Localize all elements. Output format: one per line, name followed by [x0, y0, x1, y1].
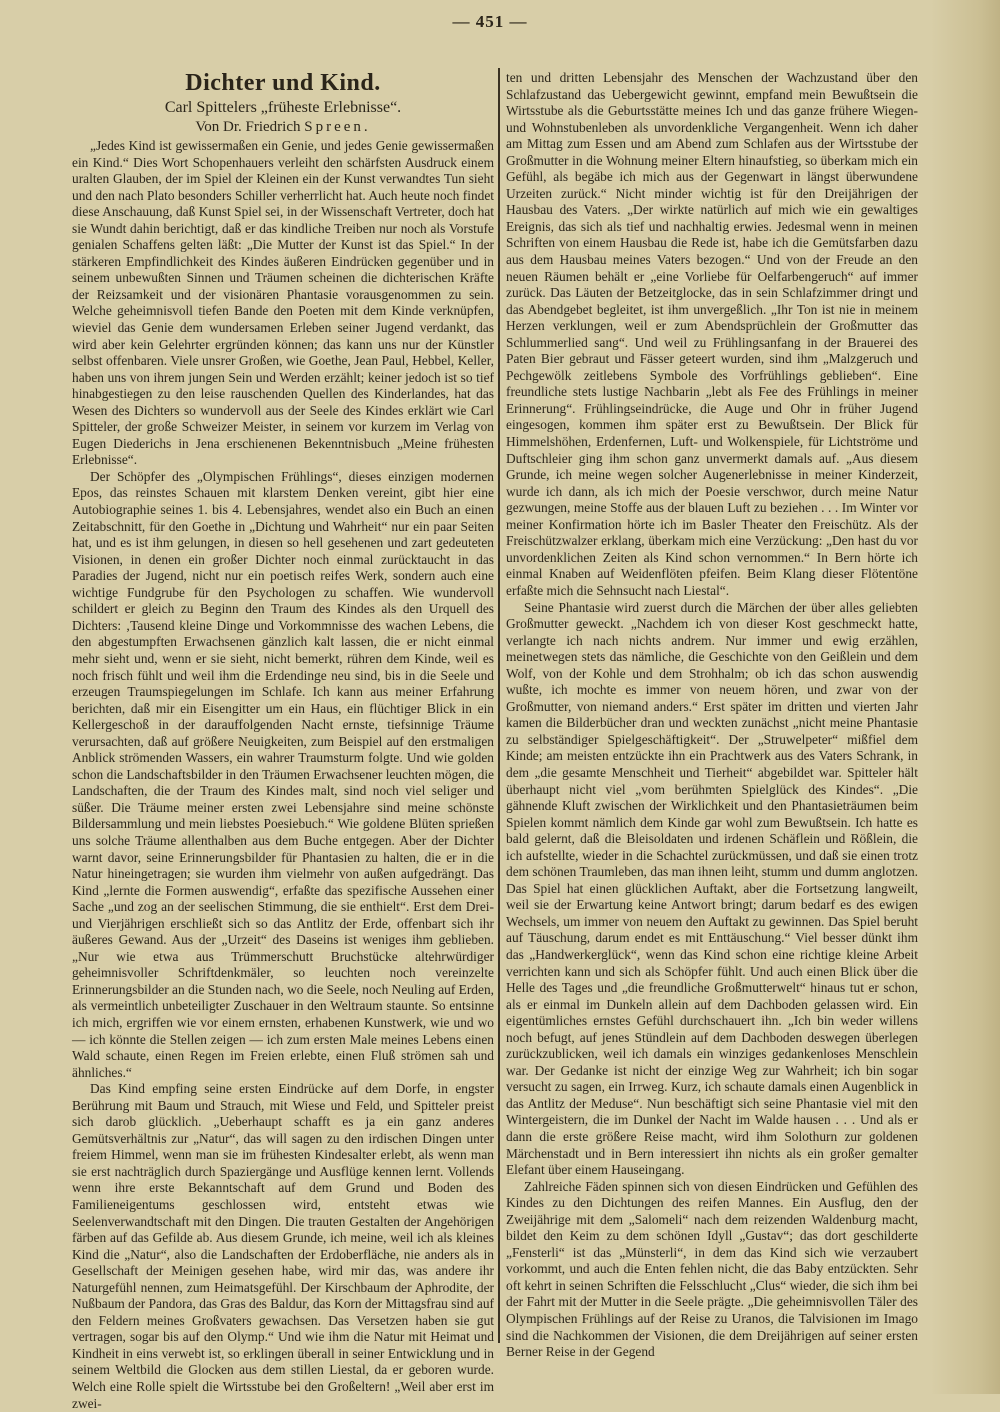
article-subtitle: Carl Spittelers „früheste Erlebnisse“.	[164, 99, 402, 116]
article-title: Dichter und Kind.	[185, 70, 381, 96]
paragraph: Der Schöpfer des „Olympischen Frühlings“, dieses einzigen modernen Epos, das reinstes Schauen mit klarstem Denken vereint, gibt hier eine Autobiographie seines 1. bis 4. Lebensjahres, wendet also ein Buch an einen Zeitabschnitt, für den Goethe in „Dichtung und Wahrheit“ nur ein paar Seiten hat, und es ist ihm gelungen, in diesen so hell gesehenen und zart gedeuteten Visionen, in denen ein großer Dichter noch einmal zurücktaucht in das Paradies der Jugend, nicht nur ein poetisch reifes Werk, sondern auch eine wichtige Fundgrube für den Psychologen zu schaffen. Wie wundervoll schildert er gleich zu Beginn den Traum des Kindes als den Urquell des Dichters: ‚Tausend kleine Dinge und Vorkommnisse des wachen Lebens, die den abgestumpften Erwachsenen gänzlich kalt lassen, die er nicht einmal mehr sieht und, wenn er sie sieht, nicht bemerkt, rühren dem Kinde, weil es noch frisch fühlt und weil ihm die Erdendinge neu sind, bis in die Seele und erzeugen Traumspiegelungen im Schlafe. Ich kann aus meiner Erfahrung berichten, daß mir ein Eisengitter um ein Haus, ein flüchtiger Blick in ein Kellergeschoß in der darauffolgenden Nacht ernste, tiefsinnige Träume verursachten, daß auf größere Neuigkeiten, zum Beispiel auf den erstmaligen Anblick strömenden Wassers, ein wahrer Traumsturm folgte. Und wie golden schon die Landschaftsbilder in den Träumen Erwachsener leuchten mögen, die Landschaften, die der Traum des Kindes malt, sind noch viel seliger und süßer. Die Träume meiner ersten zwei Lebensjahre sind meine schönste Bildersammlung und mein liebstes Poesiebuch.“ Wie goldene Blüten sprießen uns solche Träume allenthalben aus dem Buche entgegen. Aber der Dichter warnt davor, seine Erinnerungsbilder für Phantasien zu halten, die er in die Natur hineingetragen; sie wurden ihm vielmehr von außen aufgedrängt. Das Kind „lernte die Formen auswendig“, erfaßte das spezifische Aussehen einer Sache „und zog an der seelischen Stimmung, die sie enthielt“. Erst dem Drei- und Vierjährigen erschließt sich so das Antlitz der Erde, offenbart sich ihr äußeres Gewand. Aus der „Urzeit“ des Daseins ist weniges ihm geblieben. „Nur wie etwa aus Trümmerschutt Bruchstücke altehrwürdiger geheimnisvoller Schriftdenkmäler, so leuchten noch vereinzelte Erinnerungsbilder an die Stunden nach, wo die Seele, noch Neuling auf Erden, als vermeintlich unbeteiligter Zuschauer in den Weltraum staunte. So entsinne ich mich, ergriffen wie vor einem ernsten, erhabenen Kunstwerk, wie und wo — ich könnte die Stellen zeigen — ich zum ersten Male meines Lebens einen Wald schaute, einen Regen im Freien erlebte, einen Fluß strömen sah und ähnliches.“	[72, 468, 494, 1080]
paragraph: „Jedes Kind ist gewissermaßen ein Genie, und jedes Genie gewissermaßen ein Kind.“ Dies Wort Schopenhauers verleiht den schärfsten Ausdruck einem uralten Glauben, der im Spiel der Kleinen ein der Kunst verwandtes Tun sieht und den nach Plato besonders Schiller verherrlicht hat. Auch heute noch findet diese Anschauung, daß Kunst Spiel sei, in der Wissenschaft Vertreter, doch hat sie Wundt dahin berichtigt, daß er das kindliche Treiben nur noch als Vorstufe genialen Schaffens gelten läßt: „Die Mutter der Kunst ist das Spiel.“ In der stärkeren Empfindlichkeit des Kindes äußeren Eindrücken gegenüber und in seinem unbewußten Sinnen und Träumen scheinen die dichterischen Kräfte der Reizsamkeit und der visionären Phantasie vorausgenommen zu sein. Welche geheimnisvoll tiefen Bande den Poeten mit dem Kinde verknüpfen, wieviel das Genie dem wundersamen Erleben seiner Jugend verdankt, das wird aber kein Gelehrter ergründen können; das kann uns nur der Künstler selbst offenbaren. Viele unsrer Großen, wie Goethe, Jean Paul, Hebbel, Keller, haben uns von ihrem jungen Sein und Werden erzählt; keiner jedoch ist so tief hinabgestiegen zu den leise rauschenden Quellen des Kinderlandes, hat das Wesen des Dichters so wundervoll aus der Seele des Kindes erklärt wie Carl Spitteler, der große Schweizer Meister, in seinem vor kurzem im Verlag von Eugen Diederichs in Jena erschienenen Bekenntnisbuch „Meine frühesten Erlebnisse“.	[72, 138, 494, 468]
column-divider	[498, 68, 500, 1343]
paragraph: Zahlreiche Fäden spinnen sich von diesen Eindrücken und Gefühlen des Kindes zu den Dichtungen des reifen Mannes. Ein Ausflug, den der Zweijährige mit dem „Salomeli“ nach dem reizenden Waldenburg macht, bildet den Keim zu dem schönen Idyll „Gustav“; das dort geschilderte „Fensterli“ ist das „Münsterli“, in dem das Kind sich wie verzaubert vorkommt, und auch die Enten fehlen nicht, die das Baby entzückten. Sehr oft kehrt in seinen Schriften die Felsschlucht „Clus“ wieder, die sich ihm bei der Fahrt mit der Mutter in die Seele prägte. „Die geheimnisvollen Täler des Olympischen Frühlings auf der Reise zu Uranos, die Talvisionen im Imago sind die Nachkommen der Visionen, die dem Dreijährigen auf seiner ersten Berner Reise in der Gegend	[506, 1178, 918, 1360]
right-column	[506, 70, 918, 1361]
paragraph: Seine Phantasie wird zuerst durch die Märchen der über alles geliebten Großmutter geweckt. „Nachdem ich von dieser Kost geschmeckt hatte, verlangte ich nach nichts andrem. Nur immer und ewig erzählen, meinetwegen stets das nämliche, die Geschichte von den Geißlein und dem Wolf, von der Kohle und dem Strohhalm; ob ich das schon auswendig wußte, ich mochte es immer von neuem hören, und zwar von der Großmutter, von niemand anders.“ Erst später im dritten und vierten Jahr kamen die Bilderbücher dran und weckten zunächst „nicht meine Phantasie zu selbständiger Spielgeschäftigkeit“. Der „Struwelpeter“ mißfiel dem Kinde; am meisten entzückte ihn ein Prachtwerk aus des Vaters Schrank, in dem „die gesamte Menschheit und Tierheit“ abgebildet war. Spitteler hält überhaupt nicht viel „vom berühmten Spielglück des Kindes“. „Die gähnende Kluft zwischen der Wirklichkeit und den Phantasieträumen beim Spielen kommt nämlich dem Kinde gar wohl zum Bewußtsein. Ich hatte es bald gelernt, daß die Bleisoldaten und irdenen Schäflein und Rößlein, die ich aufstellte, wieder in die Schachtel zurückmüssen, und daß sie einen trotz dem schönen Traumleben, das man ihnen leiht, stumm und dumm anglotzen. Das Spiel hat einen glücklichen Auftakt, aber die Fortsetzung langweilt, weil sie der Erwartung keine Antwort bringt; darum bedarf es des ewigen Wechsels, um immer von neuem den Auftakt zu gewinnen. Das Spiel beruht auf Täuschung, darum endet es mit Enttäuschung.“ Viel besser dünkt ihm das „Handwerkerglück“, wenn das Kind schon eine richtige kleine Arbeit verrichten kann und sich als Schöpfer fühlt. Und auch einen Blick über die Helle des Tages und „die freundliche Großmutterwelt“ hinaus tut er schon, als er einmal im Dunkeln allein auf dem Dachboden gelassen wird. Ein eigentümliches ernstes Gefühl durchschauert ihn. „Ich bin weder willens noch befugt, auf jenes Stündlein auf dem Dachboden deswegen überlegen zurückzublicken, weil ich damals ein winziges gedankenloses Menschlein war. Der Gedanke ist nicht der einzige Weg zur Wahrheit; ich bin sogar versucht zu sagen, ein Irrweg. Kurz, ich schaute damals einen Augenblick in das Antlitz der Meduse“. Nun beschäftigt sich seine Phantasie viel mit den Wintergeistern, die im Dunkel der Nacht im Walde hausen . . . Und als er dann die erste größere Reise macht, wird ihm Solothurn zur goldenen Märchenstadt und in Bern interessiert ihn nichts als ein großer gemalter Elefant über einem Hauseingang.	[506, 599, 918, 1178]
page-number: — 451 —	[452, 12, 528, 31]
article-byline	[72, 118, 494, 136]
page-edge-shadow	[930, 0, 1000, 1394]
byline-prefix: Von Dr. Friedrich	[195, 119, 301, 135]
paragraph: Das Kind empfing seine ersten Eindrücke auf dem Dorfe, in engster Berührung mit Baum und Strauch, mit Wiese und Feld, und Spitteler preist sich darob glücklich. „Ueberhaupt schafft es ja ein ganz anderes Gemütsverhältnis zur „Natur“, das will sagen zu den irdischen Dingen unter freiem Himmel, wenn man sie im frühesten Kindesalter erlebt, als wenn man sie erst nachträglich durch Spaziergänge und Ausflüge kennen lernt. Vollends wenn ihre erste Bekanntschaft auf dem Grund und Boden des Familieneigentums geschlossen wird, entsteht etwas wie Seelenverwandtschaft mit den Dingen. Die trauten Gestalten der Angehörigen färben auf das Gefilde ab. Aus diesem Grunde, ich meine, weil ich als kleines Kind die „Natur“, also die Landschaften der Erdoberfläche, nie anders als in Gesellschaft der Meinigen gesehen habe, wird mir das, was andere ihr Naturgefühl nennen, zum Heimatsgefühl. Der Kirschbaum der Aphrodite, der Nußbaum der Pandora, das Gras des Baldur, das Korn der Mittagsfrau sind auf den Feldern meines Großvaters gewachsen. Das Versetzen haben sie gut vertragen, sogar bis auf den Olymp.“ Und wie ihm die Natur mit Heimat und Kindheit in eins verwebt ist, so erklingen überall in seiner Entwicklung und in seinem Weltbild die Glocken aus dem stillen Liestal, da er geboren wurde. Welch eine Rolle spielt die Wirtsstube bei den Großeltern! „Weil aber erst im zwei-	[72, 1081, 494, 1411]
paragraph: ten und dritten Lebensjahr des Menschen der Wachzustand über den Schlafzustand das Uebergewicht gewinnt, empfand mein Bewußtsein die Wirtsstube als die Geburtsstätte meines Ich und das ganze frühere Wiegen- und Wohnstubenleben als unvordenkliche Vergangenheit. Wenn ich daher am Mittag zum Essen und am Abend zum Schlafen aus der Wirtsstube der Großmutter in die Wohnung meiner Eltern hinaufstieg, so überkam mich ein Gefühl, als begäbe ich mich aus der Gegenwart in längst überwundene Urzeiten zurück.“ Nicht minder wichtig ist für den Dreijährigen der Hausbau des Vaters. „Der wirkte natürlich auf mich wie ein gewaltiges Ereignis, das sich als tief und nachhaltig erwies. Jedesmal wenn in meinen Schriften von einem Hausbau die Rede ist, habe ich die Gemütsfarben dazu aus dem Hausbau meines Vaters bezogen.“ Und von der Freude an den neuen Räumen behält er „eine Vorliebe für Oelfarbengeruch“ auf immer zurück. Das Läuten der Betzeitglocke, das in sein Schlafzimmer dringt und das Abendgebet begleitet, ist ihm unvergeßlich. „Ihr Ton ist nie in meinem Herzen verklungen, weil er zum Abendsprüchlein der Großmutter das Schlummerlied sang“. Und weil zu Frühlingsanfang in der Brauerei des Paten Bier gebraut und Fässer geteert wurden, sind ihm „Malzgeruch und Pechgewölk zeitlebens Symbole des Vorfrühlings geblieben“. Eine freundliche stets lustige Nachbarin „lebt als Fee des Frühlings in meiner Erinnerung“. Frühlingseindrücke, die Auge und Ohr in früher Jugend eingesogen, kommen ihm später erst zu Bewußtsein. Der Blick für Himmelshöhen, Erdenfernen, Luft- und Wolkenspiele, für Lichtströme und Duftschleier ging ihm schon ganz unvermerkt damals auf. „Aus diesem Grunde, ich meine wegen solcher Augenerlebnisse in meiner Kinderzeit, wurde ich dann, als ich mich der Poesie verschwor, durch meine Natur gezwungen, meine Stoffe aus der blauen Luft zu beziehen . . . Im Winter vor meiner Konfirmation hörte ich im Basler Theater den Freischütz. Als der Freischützwalzer erklang, überkam mich eine Verzückung: „Den hast du vor unvordenklichen Zeiten als Kind schon vernommen.“ In Bern hörte ich einmal Knaben auf Weidenflöten pfeifen. Beim Klang dieser Flötentöne erfaßte mich die Sehnsucht nach Liestal“.	[506, 70, 918, 598]
byline-author: Spreen.	[304, 119, 371, 135]
left-column	[72, 68, 494, 1412]
